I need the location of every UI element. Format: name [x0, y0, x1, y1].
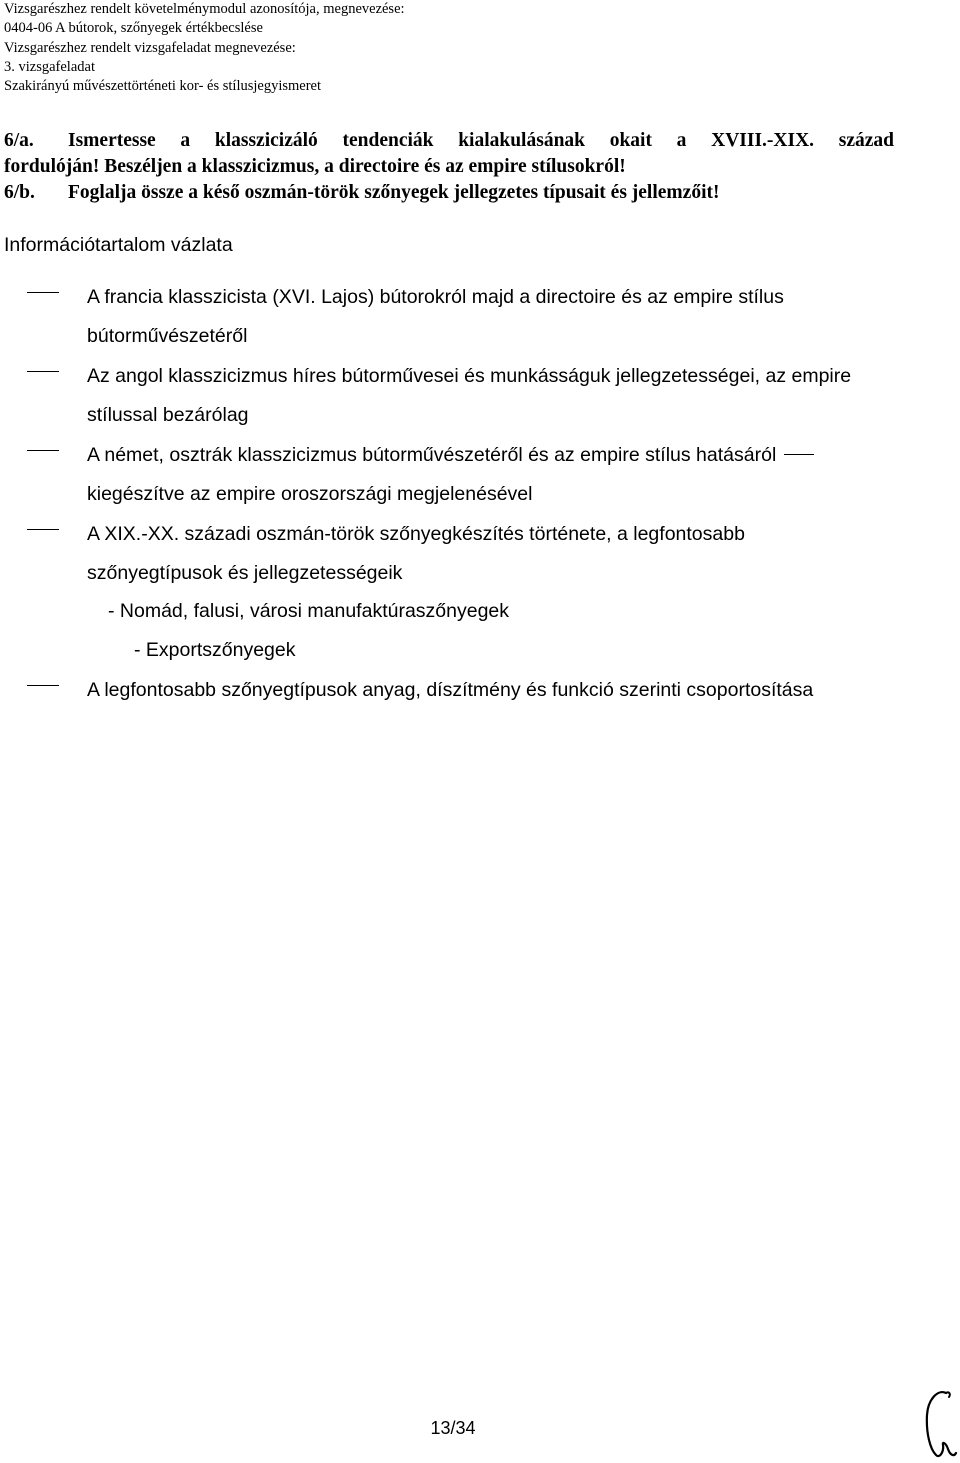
outline-item-1 [87, 278, 857, 356]
header-module-name: 0404-06 A bútorok, szőnyegek értékbecslése [4, 20, 263, 37]
task-6a-text-line1: Ismertesse a klasszicizáló tendenciák kialakulásának okait a XVIII.-XIX. század [68, 130, 894, 151]
task-6a-number: 6/a. [4, 130, 34, 151]
dash-marker [27, 685, 59, 686]
sub-item-2: - Exportszőnyegek [134, 639, 296, 661]
outline-item-3 [87, 436, 857, 514]
header-task-label: Vizsgarészhez rendelt vizsgafeladat megnevezése: [4, 39, 296, 56]
header-task-number: 3. vizsgafeladat [4, 58, 95, 75]
header-module-label: Vizsgarészhez rendelt követelménymodul azonosítója, megnevezése: [4, 1, 405, 17]
outline-item-1-line1: A francia klasszicista (XVI. Lajos) bútorokról majd a directoire és az empire stílus [87, 286, 784, 308]
task-6a [4, 128, 894, 180]
trailing-dash [784, 454, 814, 455]
document-header [4, 0, 405, 96]
dash-marker [27, 450, 59, 451]
outline-item-2-line1: Az angol klasszicizmus híres bútorművesei és munkásságuk jellegzetességei, az empire [87, 365, 852, 387]
task-6b-number: 6/b. [4, 182, 35, 203]
task-6b-text: Foglalja össze a késő oszmán-török szőnyegek jellegzetes típusait és jellemzőit! [68, 182, 720, 203]
page-number: 13/34 [430, 1418, 476, 1438]
outline-item-3-line1: A német, osztrák klasszicizmus bútorművészetéről és az empire stílus hatásáról [87, 444, 777, 466]
sub-item-1: - Nomád, falusi, városi manufaktúraszőnyegek [108, 600, 510, 622]
outline-item-4-line1: A XIX.-XX. századi oszmán-török szőnyegkészítés története, a legfontosabb [87, 523, 745, 545]
dash-marker [27, 292, 59, 293]
outline-item-4-line2: szőnyegtípusok és jellegzetességeik [87, 562, 403, 584]
outline-item-5 [87, 671, 857, 710]
outline-item-5-line1: A legfontosabb szőnyegtípusok anyag, díszítmény és funkció szerinti csoportosítása [87, 679, 814, 701]
outline-item-4 [87, 515, 857, 593]
task-6b [4, 180, 894, 206]
outline-item-1-line2: bútorművészetéről [87, 325, 248, 347]
outline-item-2-line2: stílussal bezárólag [87, 404, 249, 426]
dash-marker [27, 529, 59, 530]
signature-mark [918, 1385, 960, 1461]
info-outline-title: Információtartalom vázlata [4, 234, 233, 256]
outline-item-3-line2: kiegészítve az empire oroszországi megjelenésével [87, 483, 533, 505]
task-6a-text-line2: fordulóján! Beszéljen a klasszicizmus, a directoire és az empire stílusokról! [4, 156, 626, 177]
outline-item-2 [87, 357, 857, 435]
dash-marker [27, 371, 59, 372]
header-task-title: Szakirányú művészettörténeti kor- és stílusjegyismeret [4, 78, 322, 95]
